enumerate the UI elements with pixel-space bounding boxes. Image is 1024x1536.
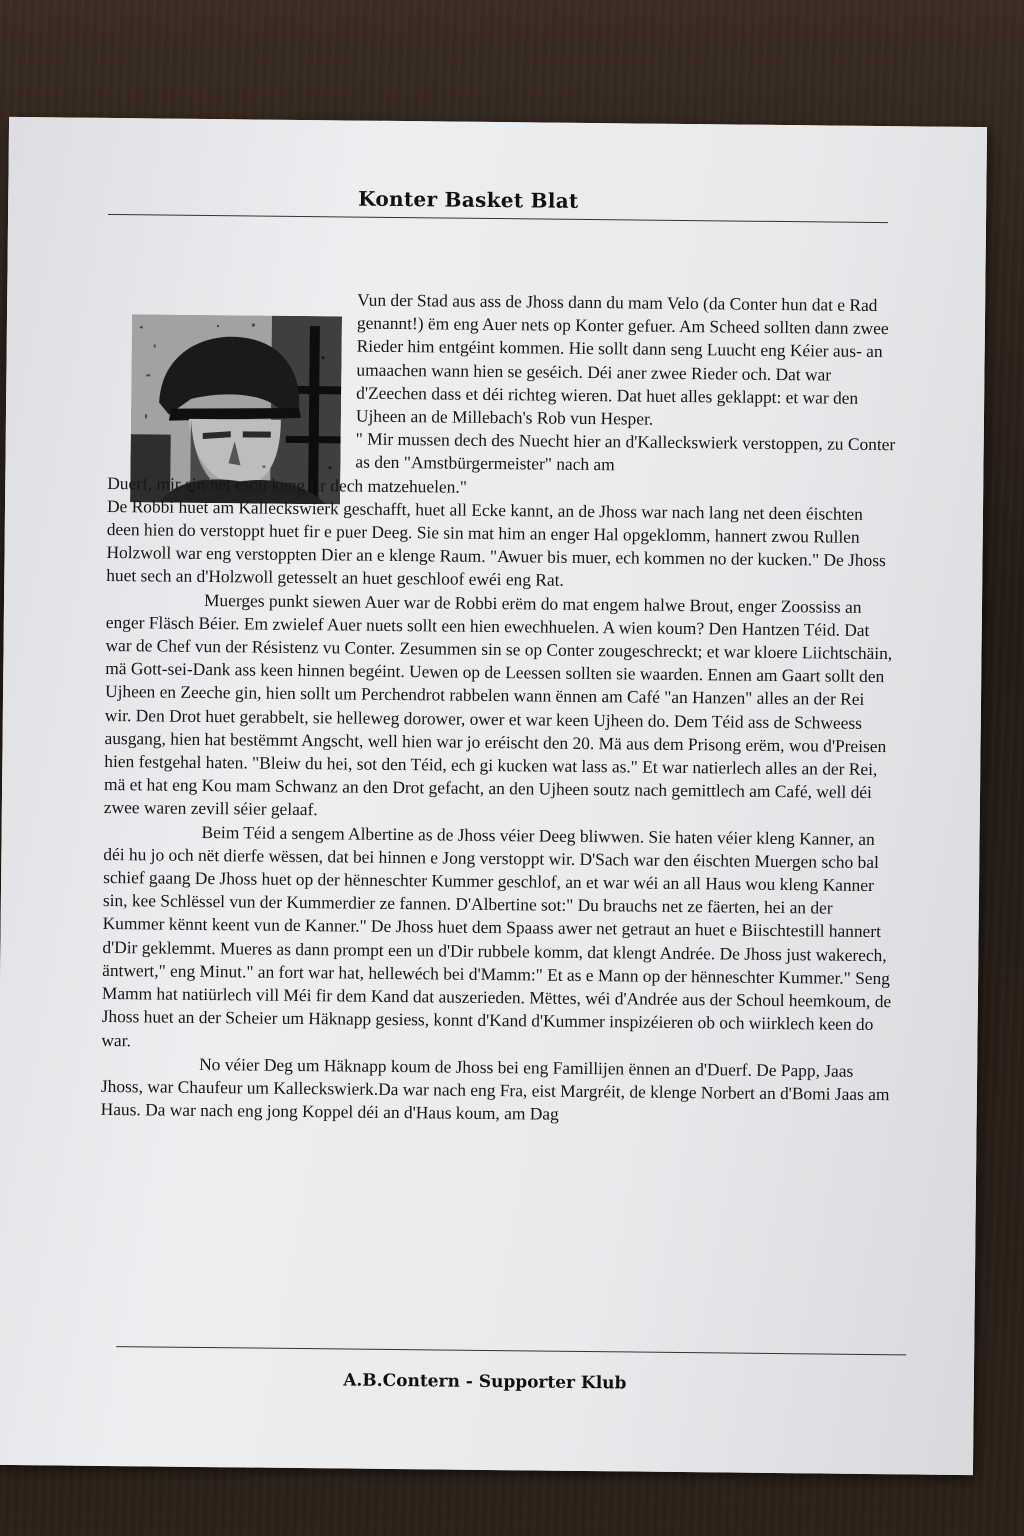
newsletter-page: [0, 117, 987, 1475]
paragraph-robbi: De Robbi huet am Kalleckswierk geschafft, huet all Ecke kannt, an de Jhoss war nach lang net deen éischten deen hien do verstoppt huet fir e puer Deeg. Sie sin mat him an enger Hal opgeklomm, hannert zwou Rullen Holzwoll war eng verstoppten Dier an e klenge Raum. "Awuer bis muer, ech kommen no der kucken." De Jhoss huet sech an d'Holzwoll getesselt an huet geschloof ewéi eng Rat.: [106, 495, 886, 591]
article-body: [101, 286, 900, 1130]
paragraph-intro: Vun der Stad aus ass de Jhoss dann du mam Velo (da Conter hun dat e Rad genannt!) ëm eng Auer nets op Konter gefuer. Am Scheed sollten dann zwee Rieder him entgéint kommen. Hie sollt dann seng Luucht eng Kéier aus- an umaachen wann hien se geséich. Déi aner zwee Rieder och. Dat war d'Zeechen dass et déi richteg wieren. Dat huet alles geklappt: et war den Ujheen an de Millebach's Rob vun Hesper.: [355, 289, 889, 429]
footer-divider: [116, 1346, 906, 1355]
paragraph-muerges: Muerges punkt siewen Auer war de Robbi erëm do mat engem halwe Brout, enger Zoossiss an enger Fläsch Béier. Em zwielef Auer nuets sollt een hien ewechhuelen. A wien koum? Den Hantzen Téid. Dat war de Chef vun der Résistenz vu Conter. Zesummen sin se op Conter zougeschreckt; et war kloere Liichtschäin, mä Gott-sei-Dank ass keen hinnen begéint. Uewen op de Leessen sollten sie waarden. Ennen am Gaart sollt den Ujheen en Zeeche gin, hien sollt um Perchendrot rabbelen wann ënnen am Café "an Hanzen" alles an der Rei wir. Den Drot huet gerabbelt, sie helleweg dorower, ower et war keen Ujheen do. Dem Téid ass de Schweess ausgang, hien hat bestëmmt Angscht, well hien war jo eréischt den 20. Mä aus dem Prisong erëm, wou d'Preisen hien festgehal haten. "Bleiw du hei, sot den Téid, ech gi kucken wat lass as." Et war natierlech alles an der Rei, mä et hat eng Kou mam Schwanz an den Drot gefacht, an den Ujheen soutz nach gemittlech am Café, well déi zwee waren zevill séier gelaaf.: [103, 589, 893, 820]
paragraph-beim-teid: Beim Téid a sengem Albertine as de Jhoss véier Deeg bliwwen. Sie haten véier kleng Kanner, an déi hu jo och nët dierfe wëssen, dat bei hinnen e Jong verstoppt wir. D'Sach war den éischten Muergen scho bal schief gaang De Jhoss huet op der hënneschter Kummer geschlof, an et war wéi an all Haus wou kleng Kanner sin, kee Schlëssel vun der Kummerdier ze fannen. D'Albertine sot:" Du brauchs net ze fäerten, hei an der Kummer kënnt keent vun de Kanner." De Jhoss huet dem Spaass awer net getraut an huet e Biischtestill hannert d'Dir geklemmt. Mueres as dann prompt een un d'Dir rubbele komm, dat klengt Andrée. De Jhoss just wakerech, äntwert," eng Minut." an fort war hat, hellewéch bei d'Mamm:" Et as e Mann op der hënneschter Kummer." Seng Mamm hat natiürlech vill Méi fir dem Kand dat auszerieden. Mëttes, wéi d'Andrée aus der Schoul heemkoum, de Jhoss huet an der Scheier um Häknapp gesiess, konnt d'Kand d'Kummer inspizéieren ob och wiirklech keen do war.: [101, 821, 892, 1050]
paragraph-no-veier-deg: No véier Deg um Häknapp koum de Jhoss bei eng Famillijen ënnen an d'Duerf. De Papp, Jaas Jhoss, war Chaufeur um Kalleckswierk.Da war nach eng Fra, eist Margréit, de klenge Norbert an d'Bomi Jaas am Haus. Da war nach eng jong Koppel déi an d'Haus koum, am Dag: [100, 1053, 890, 1124]
paragraph-quote-end: Duerf, mir sin net esou keng fir dech matzehuelen.": [107, 472, 467, 497]
footer-title: A.B.Contern - Supporter Klub: [343, 1370, 627, 1394]
paragraph-quote-start: " Mir mussen dech des Nuecht hier an d'Kalleckswierk verstoppen, zu Conter as den "Amstbürgermeister" nach am: [355, 428, 896, 475]
page-header: [108, 180, 888, 223]
page-title: Konter Basket Blat: [358, 186, 579, 213]
